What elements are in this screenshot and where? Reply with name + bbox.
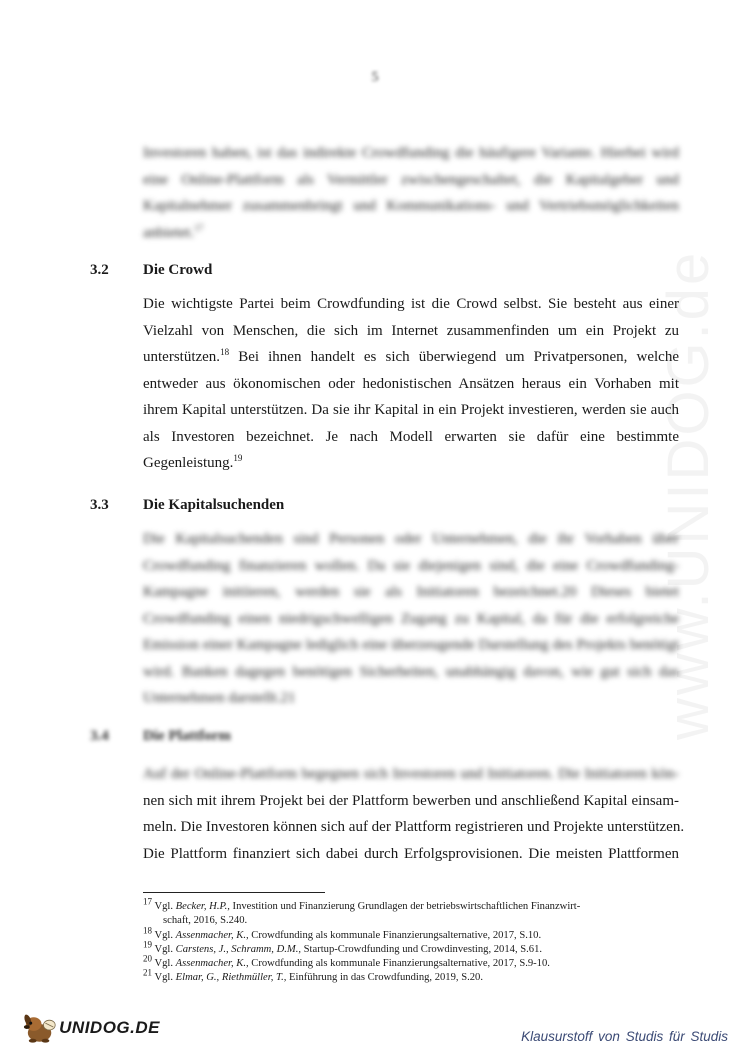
section-heading-3-4 xyxy=(90,728,231,745)
section-title: Die Crowd xyxy=(143,262,213,278)
section-number: 3.3 xyxy=(90,497,109,513)
platform-line: Die Plattform finanziert sich dabei durch Erfolgsprovisionen. Die meisten Plattformen xyxy=(143,845,679,862)
crowd-paragraph xyxy=(143,291,679,477)
footnote-ref-19: 19 xyxy=(233,453,243,463)
platform-line: meln. Die Investoren können sich auf der Plattform registrieren und Projekte unterstützen. xyxy=(143,819,685,835)
footnote: $^{18}$ Vgl. Assenmacher, K., Crowdfunding als kommunale Finanzierungsalternative, 2017, S.10. xyxy=(143,925,542,941)
crowd-line: Vielzahl von Menschen, die sich im Internet zusammenfinden um ein Projekt zu xyxy=(143,322,679,339)
footnote: $^{17}$ Vgl. Becker, H.P., Investition und Finanzierung Grundlagen der betriebswirtschaftlichen Finanzwirt- schaft, 2016, S.240. xyxy=(143,896,581,927)
footnote: $^{20}$ Vgl. Assenmacher, K., Crowdfunding als kommunale Finanzierungsalternative, 2017, S.9-10. xyxy=(143,953,550,970)
capital-seekers-paragraph: Die Kapitalsuchenden sind Personen oder Unternehmen, die ihr Vorhaben über Crowdfunding finanzieren wollen. Da sie diejenigen sind, die eine Crowdfunding-Kampagne initiieren, werden sie als Initiatoren bezeichnet.20 Dieses bietet Crowdfunding einen niedrigschwelligen Zugang zu Kapital, da für die erfolgreiche Emission einer Kampagne lediglich eine überzeugende Darstellung des Projekts benötigt wird. Banken dagegen benötigen Sicherheiten, unabhängig davon, wie gut sich das Unternehmen darstellt.21 xyxy=(143,531,679,706)
tagline: Klausurstoff von Studis für Studis xyxy=(521,1029,728,1044)
intro-paragraph xyxy=(143,140,679,246)
footnote-ref-18: 18 xyxy=(220,347,230,357)
crowd-line: entweder aus ökonomischen oder hedonistischen Ansätzen heraus ein Vorhaben mit xyxy=(143,375,679,392)
section-number: 3.2 xyxy=(90,262,109,278)
section-heading-3-2 xyxy=(90,262,212,279)
footnote-ref-17: 17 xyxy=(194,222,204,233)
dog-mascot-icon xyxy=(20,1011,57,1045)
footnote: $^{19}$ Vgl. Carstens, J., Schramm, D.M., Startup-Crowdfunding und Crowdinvesting, 2014, S.61. xyxy=(143,939,543,955)
crowd-line: unterstützen.$^{18}$ Bei ihnen handelt es sich überwiegend um Privatpersonen, welche xyxy=(143,347,679,365)
platform-paragraph xyxy=(143,761,685,867)
unidog-logo[interactable] xyxy=(20,1010,160,1046)
section-title: Die Kapitalsuchenden xyxy=(143,497,285,513)
crowd-line: als Investoren bezeichnet. Je nach Modell erwarten sie dafür eine bestimmte xyxy=(143,428,679,445)
footnotes xyxy=(143,896,679,986)
platform-line: nen sich mit ihrem Projekt bei der Plattform bewerben und anschließend Kapital einsam- xyxy=(143,792,679,809)
crowd-line: Die wichtigste Partei beim Crowdfunding ist die Crowd selbst. Sie besteht aus einer xyxy=(143,296,679,312)
intro-paragraph-text: Investoren haben, ist das indirekte Crowdfunding die häufigere Variante. Hierbei wird eine Online-Plattform als Vermittler zwischengeschaltet, die Kapitalgeber und Kapitalnehmer zusammenbringt und Kommunikations- und Vertriebsmöglichkeiten anbietet. xyxy=(143,145,679,241)
section-heading-3-3 xyxy=(90,497,284,514)
platform-line: Auf der Online-Plattform begegnen sich Investoren und Initiatoren. Die Initiatoren kön- xyxy=(143,766,679,782)
section-number: 3.4 xyxy=(90,728,109,744)
crowd-line: ihrem Kapital unterstützen. Da sie ihr Kapital in ein Projekt investieren, werden sie auch xyxy=(143,402,679,418)
watermark: www.UNIDOG.de xyxy=(656,249,721,740)
section-title: Die Plattform xyxy=(143,728,231,744)
logo-text: UNIDOG.DE xyxy=(59,1018,160,1037)
footnote-divider xyxy=(143,892,325,893)
footnote: $^{21}$ Vgl. Elmar, G., Riethmüller, T., Einführung in das Crowdfunding, 2019, S.20. xyxy=(143,967,483,984)
page-number: 5 xyxy=(371,70,379,85)
crowd-line: Gegenleistung.$^{19}$ xyxy=(143,453,243,471)
